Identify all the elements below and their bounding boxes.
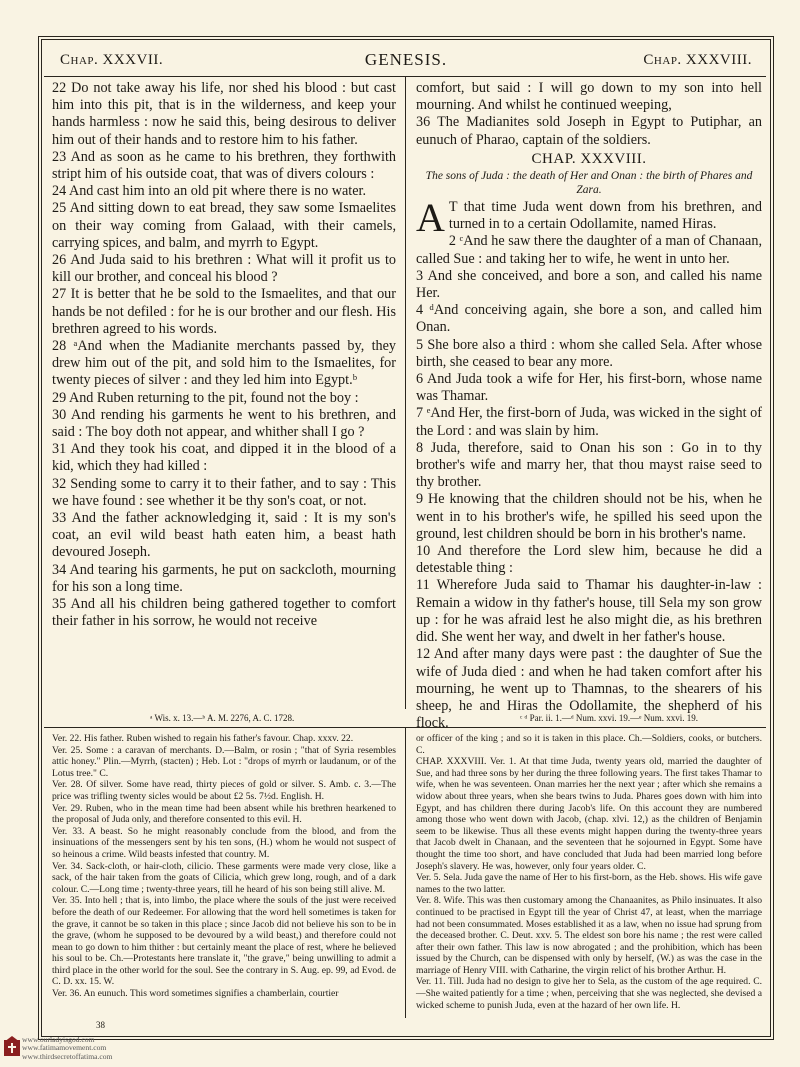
verse: 10 And therefore the Lord slew him, because he did a detestable thing : [416, 543, 762, 577]
note: Ver. 5. Sela. Juda gave the name of Her to his first-born, as the Heb. shows. His wife gave names to the two latter. [416, 872, 762, 895]
note: Ver. 8. Wife. This was then customary among the Chanaanites, as Philo insinuates. It also continued to be practised in Egypt till the year of Christ 47, at least, when the marriage had not been consummated. Moses established it as a law, when no issue had sprung from the deceased brother. C. Deut. xxv. 5. The eldest son bore his name ; the rest were called after their own father. This law is now abrogated ; and the prohibition, which has been issued by the Church, can be dispensed with only by herself, (W.) as was the case in the marriage of Henry VIII. with Catharine, the virgin relict of his brother Arthur. H. [416, 895, 762, 976]
footer-link[interactable]: www.thirdsecretoffatima.com [22, 1051, 113, 1061]
verse: 5 She bore also a third : whom she called Sela. After whose birth, she ceased to bear any more. [416, 336, 762, 370]
note: Ver. 28. Of silver. Some have read, thirty pieces of gold or silver. S. Amb. c. 3.—The price was trifling twenty sicles would be about £2 5s. 7½d. English. H. [52, 779, 396, 802]
commentary-right [416, 733, 762, 1011]
verse: 36 The Madianites sold Joseph in Egypt to Putiphar, an eunuch of Pharao, captain of the soldiers. [416, 114, 762, 148]
verse: 28 ᵃAnd when the Madianite merchants passed by, they drew him out of the pit, and sold him to the Ismaelites, for twenty pieces of silver : and they led him into Egypt.ᵇ [52, 338, 396, 389]
verse: 6 And Juda took a wife for Her, his first-born, whose name was Thamar. [416, 371, 762, 405]
notes-divider [405, 728, 406, 1018]
verse: 25 And sitting down to eat bread, they saw some Ismaelites on their way coming from Galaad, with their camels, carrying spices, and balm, and myrrh to Egypt. [52, 200, 396, 251]
note: Ver. 22. His father. Ruben wished to regain his father's favour. Chap. xxxv. 22. [52, 733, 354, 744]
page-number: 38 [96, 1020, 105, 1030]
footnote-left: ᵃ Wis. x. 13.—ᵇ A. M. 2276, A. C. 1728. [150, 713, 295, 723]
note: CHAP. XXXVIII. Ver. 1. At that time Juda, twenty years old, married the daughter of Sue, and had three sons by her during the three following years. The first takes Thamar to wife, when he was seventeen. Onan marries her the next year ; after which she remains a widow about three years, when she bears twins to Juda. Phares goes down with him into Egypt, and has children there during Jacob's life. On this account they are numbered among those who went down with Jacob, (chap. xlvi. 12,) as the children of Benjamin seem to be likewise. Thus all these events might happen during the twenty-three years that Jacob dwelt in Chanaan, and the seventeen that he sojourned in Egypt. Some have thought the time too short, and have concluded that Juda had been married long before Joseph's slavery. He was, however, only four years older. C. [416, 756, 762, 872]
chapter-heading: CHAP. XXXVIII. [531, 150, 647, 167]
verse: 32 Sending some to carry it to their father, and to say : This we have found : see whether it be thy son's coat, or not. [52, 475, 396, 509]
verse-first [416, 195, 762, 241]
verse: 33 And the father acknowledging it, said : It is my son's coat, an evil wild beast hath eaten him, a beast hath devoured Joseph. [52, 510, 396, 561]
verse: 22 Do not take away his life, nor shed his blood : but cast him into this pit, that is in the wilderness, and keep your hands harmless : now he said this, being desirous to deliver him out of their hands and to restore him to his father. [52, 80, 396, 148]
verse: 3 And she conceived, and bore a son, and called his name Her. [416, 267, 762, 302]
verse: comfort, but said : I will go down to my son into hell mourning. And whilst he continued weeping, [416, 80, 762, 114]
verse: 2 ᶜAnd he saw there the daughter of a man of Chanaan, called Sue : and taking her to wife, he went in unto her. [416, 233, 762, 267]
footer-link[interactable]: www.ourladyisgod.com [22, 1035, 95, 1044]
church-logo-icon [4, 1036, 20, 1056]
note: Ver. 25. Some : a caravan of merchants. D.—Balm, or rosin ; "that of Syria resembles attic honey." Plin.—Myrrh, (stacten) ; Heb. Lot : "drops of myrrh or laudanum, or of the Lotus tree." C. [52, 744, 396, 779]
verse: 12 And after many days were past : the daughter of Sue the wife of Juda died : and when he had taken comfort after his mourning, he went up to Thamnas, to the shearers of his sheep, he and Hiras the Odollamite, the shepherd of his flock. [416, 646, 762, 732]
footnote-right: ᶜ ᵈ Par. ii. 1.—ᵈ Num. xxvi. 19.—ᵉ Num. xxvi. 19. [520, 713, 698, 723]
verse: 23 And as soon as he came to his brethren, they forthwith stript him of his outside coat, that was of divers colours : [52, 148, 396, 183]
verse: 31 And they took his coat, and dipped it in the blood of a kid, which they had killed : [52, 441, 396, 475]
note: Ver. 11. Till. Juda had no design to give her to Sela, as the custom of the age required. C.—She waited patiently for a time ; when, perceiving that she was neglected, she devised a wicked scheme to punish Juda, even at the hazard of her own life. H. [416, 976, 762, 1011]
note: or officer of the king ; and so it is taken in this place. Ch.—Soldiers, cooks, or butchers. C. [416, 733, 762, 756]
verse: 9 He knowing that the children should not be his, when he went in to his brother's wife, he spilled his seed upon the ground, lest children should be born in his brother's name. [416, 491, 762, 542]
verse: 4 ᵈAnd conceiving again, she bore a son, and called him Onan. [416, 302, 762, 336]
footer-links [22, 1036, 322, 1061]
right-text-column [416, 80, 762, 732]
note: Ver. 35. Into hell ; that is, into limbo, the place where the souls of the just were received before the death of our Redeemer. For allowing that the word hell sometimes is taken for the grave, it cannot be so taken in this place ; since Jacob did not believe his son to be in the grave, (whom he supposed to be devoured by a wild beast,) and therefore could not mean to go down to him thither : but certainly meant the place of rest, where he believed his soul to be. Ch.—Protestants here translate it, "the grave," being unwilling to admit a third place in the other world for the soul. See the contrary in S. Aug. ep. 99, ad Evod. de C. D. xx. 15. W. [52, 895, 396, 988]
verse: 30 And rending his garments he went to his brethren, and said : The boy doth not appear, and whither shall I go ? [52, 406, 396, 441]
running-header [50, 46, 762, 74]
verse: 34 And tearing his garments, he put on sackcloth, mourning for his son a long time. [52, 561, 396, 595]
verse: 29 And Ruben returning to the pit, found not the boy : [52, 389, 359, 406]
drop-cap: A [416, 195, 445, 241]
note: Ver. 36. An eunuch. This word sometimes signifies a chamberlain, courtier [52, 988, 339, 1000]
verse-first-text: T that time Juda went down from his brethren, and turned in to a certain Odollamite, named Hiras. [448, 199, 762, 233]
verse: 27 It is better that he be sold to the Ismaelites, and that our hands be not defiled : for he is our brother and our flesh. His brethren agreed to his words. [52, 286, 396, 337]
note: Ver. 33. A beast. So he might reasonably conclude from the blood, and from the insinuations of the messengers sent by his ten sons, (H.) whom he would not suspect of so heinous a crime. Wild beasts infested that country. M. [52, 825, 396, 860]
verse: 7 ᵉAnd Her, the first-born of Juda, was wicked in the sight of the Lord : and was slain by him. [416, 405, 762, 439]
header-book-title: GENESIS. [364, 50, 448, 69]
left-text-column [52, 80, 396, 631]
verse: 8 Juda, therefore, said to Onan his son : Go in to thy brother's wife and marry her, that thou mayst raise seed to thy brother. [416, 439, 762, 491]
note: Ver. 34. Sack-cloth, or hair-cloth, cilicio. These garments were made very close, like a sack, of the hair taken from the goats of Cilicia, which grew long, rough, and of a dark colour. C.—Long time ; twenty-three years, till he heard of his son being still alive. M. [52, 860, 396, 895]
footer-link[interactable]: www.fatimamovement.com [22, 1043, 107, 1053]
commentary-left [52, 733, 396, 1000]
header-chapter-left: Chap. XXXVII. [60, 52, 164, 68]
column-divider [405, 77, 406, 709]
verse: 11 Wherefore Juda said to Thamar his daughter-in-law : Remain a widow in thy father's house, till Sela my son grow up : for he was afraid lest he also might die, as his brethren did. She went her way, and dwelt in her father's house. [416, 577, 762, 646]
verse: 26 And Juda said to his brethren : What will it profit us to kill our brother, and conceal his blood ? [52, 252, 396, 286]
verse: 24 And cast him into an old pit where there is no water. [52, 183, 367, 200]
header-chapter-right: Chap. XXXVIII. [643, 52, 752, 68]
verse: 35 And all his children being gathered together to comfort their father in his sorrow, he would not receive [52, 596, 396, 630]
note: Ver. 29. Ruben, who in the mean time had been absent while his brethren hearkened to the proposal of Juda only, and therefore consented to this evil. H. [52, 802, 396, 826]
chapter-summary: The sons of Juda : the death of Her and Onan : the birth of Phares and Zara. [425, 170, 753, 197]
